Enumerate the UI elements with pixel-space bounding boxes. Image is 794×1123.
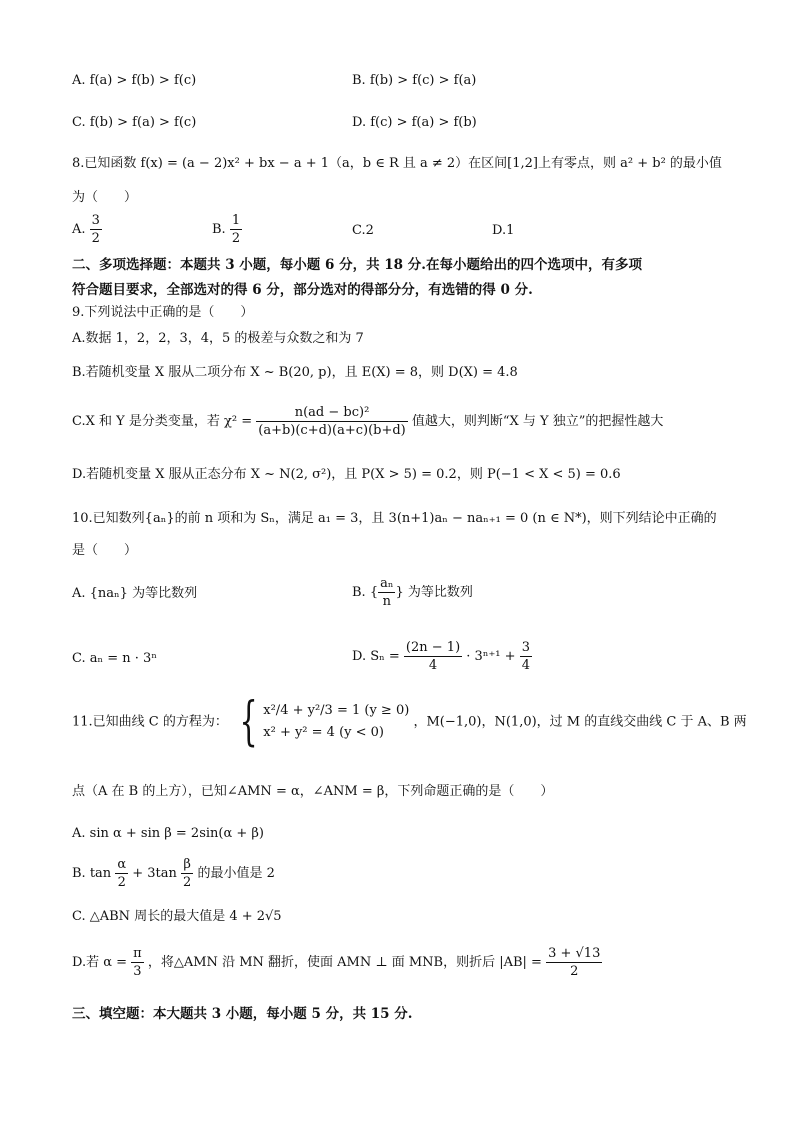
q7-option-c: C. f(b) > f(a) > f(c) bbox=[72, 115, 197, 130]
q8-option-a-fraction bbox=[90, 212, 102, 247]
q9-option-d: D.若随机变量 X 服从正态分布 X ~ N(2, σ²)，且 P(X > 5) = 0.2，则 P(−1 < X < 5) = 0.6 bbox=[72, 467, 621, 482]
q9-option-a: A.数据 1，2，2，3，4，5 的极差与众数之和为 7 bbox=[72, 331, 364, 346]
q10-option-d bbox=[352, 639, 532, 674]
q7-option-b: B. f(b) > f(c) > f(a) bbox=[352, 73, 477, 88]
q11-option-c: C. △ABN 周长的最大值是 4 + 2√5 bbox=[72, 909, 282, 924]
fraction-numerator: 1 bbox=[231, 213, 241, 228]
q9-option-b: B.若随机变量 X 服从二项分布 X ~ B(20, p)，且 E(X) = 8，则 D(X) = 4.8 bbox=[72, 365, 518, 380]
q10-stem-line2: 是（ ） bbox=[72, 543, 138, 558]
q11-option-b-prefix: B. tan bbox=[72, 866, 112, 881]
section3-heading: 三、填空题：本大题共 3 小题，每小题 5 分，共 15 分. bbox=[72, 1006, 413, 1022]
fraction-denominator: 2 bbox=[117, 875, 126, 890]
fraction-numerator: n(ad − bc)² bbox=[256, 404, 408, 422]
q10-option-a: A. {naₙ} 为等比数列 bbox=[72, 586, 198, 601]
q11-option-d bbox=[72, 945, 602, 980]
section2-heading-line2: 符合题目要求，全部选对的得 6 分，部分选对的得部分分，有选错的得 0 分. bbox=[72, 282, 533, 298]
q10-option-d-middle: · 3ⁿ⁺¹ + bbox=[466, 649, 516, 664]
q8-option-a-label: A. bbox=[72, 222, 86, 237]
fraction-numerator: 3 bbox=[521, 640, 530, 655]
q11-stem-line2: 点（A 在 B 的上方），已知∠AMN = α，∠ANM = β，下列命题正确的是（ ） bbox=[72, 784, 554, 799]
q8-option-b bbox=[212, 212, 242, 247]
q10-option-b bbox=[352, 575, 473, 610]
q11-stem-line1 bbox=[72, 692, 747, 752]
fraction-numerator: β bbox=[181, 856, 193, 874]
q10-option-b-suffix: } 为等比数列 bbox=[395, 585, 473, 600]
fraction-denominator: 2 bbox=[91, 231, 100, 246]
q11-stem-suffix: ，M(−1,0)，N(1,0)，过 M 的直线交曲线 C 于 A、B 两 bbox=[413, 714, 747, 730]
fraction-numerator: α bbox=[117, 857, 127, 872]
fraction-denominator: 4 bbox=[428, 658, 438, 673]
system-equation-1: x²/4 + y²/3 = 1 (y ≥ 0) bbox=[263, 703, 410, 718]
fraction-numerator: aₙ bbox=[380, 576, 394, 591]
system-equation-2: x² + y² = 4 (y < 0) bbox=[263, 725, 384, 740]
q11-option-d-prefix: D.若 α = bbox=[72, 955, 128, 970]
q10-option-d-fraction-1 bbox=[404, 639, 462, 674]
q10-option-c: C. aₙ = n · 3ⁿ bbox=[72, 651, 157, 666]
left-brace-icon: { bbox=[239, 692, 258, 752]
fraction-denominator: n bbox=[382, 594, 391, 609]
q10-option-b-prefix: B. { bbox=[352, 585, 379, 600]
q9-option-c-prefix: C.X 和 Y 是分类变量，若 χ² = bbox=[72, 414, 253, 429]
q8-option-b-fraction bbox=[230, 212, 242, 247]
q7-option-d: D. f(c) > f(a) > f(b) bbox=[352, 115, 477, 130]
q8-stem-line2: 为（ ） bbox=[72, 190, 138, 205]
q10-option-d-fraction-2 bbox=[520, 639, 532, 674]
q10-option-b-fraction bbox=[378, 575, 395, 610]
section2-heading-line1: 二、多项选择题：本题共 3 小题，每小题 6 分，共 18 分.在每小题给出的四个选项中，有多项 bbox=[72, 257, 642, 273]
q8-option-c: C.2 bbox=[352, 223, 374, 238]
q9-stem: 9.下列说法中正确的是（ ） bbox=[72, 305, 254, 320]
q11-option-b bbox=[72, 856, 275, 891]
q8-stem-line1: 8.已知函数 f(x) = (a − 2)x² + bx − a + 1（a，b ∈ R 且 a ≠ 2）在区间[1,2]上有零点，则 a² + b² 的最小值 bbox=[72, 156, 722, 171]
fraction-denominator: 4 bbox=[521, 658, 530, 673]
q11-option-d-middle: ，将△AMN 沿 MN 翻折，使面 AMN ⊥ 面 MNB，则折后 |AB| = bbox=[147, 955, 542, 970]
q9-option-c bbox=[72, 404, 663, 439]
q9-option-c-suffix: 值越大，则判断“X 与 Y 独立”的把握性越大 bbox=[411, 414, 664, 429]
piecewise-system bbox=[263, 700, 409, 744]
q11-stem-prefix: 11.已知曲线 C 的方程为： bbox=[72, 714, 228, 730]
fraction-denominator: 2 bbox=[231, 231, 241, 246]
chi-square-fraction bbox=[256, 404, 408, 439]
q11-option-b-fraction-2 bbox=[181, 856, 193, 891]
fraction-denominator: 2 bbox=[570, 964, 579, 979]
fraction-denominator: 3 bbox=[133, 964, 142, 979]
fraction-denominator: 2 bbox=[183, 875, 192, 890]
q8-option-a bbox=[72, 212, 102, 247]
fraction-numerator: 3 bbox=[91, 213, 100, 228]
q7-option-a: A. f(a) > f(b) > f(c) bbox=[72, 73, 197, 88]
q11-option-a: A. sin α + sin β = 2sin(α + β) bbox=[72, 826, 264, 841]
q10-option-d-prefix: D. Sₙ = bbox=[352, 649, 400, 664]
q8-option-b-label: B. bbox=[212, 222, 226, 237]
fraction-numerator: (2n − 1) bbox=[405, 640, 461, 655]
q11-option-b-suffix: 的最小值是 2 bbox=[197, 866, 275, 881]
q11-option-b-middle: + 3tan bbox=[132, 866, 177, 881]
q11-option-b-fraction-1 bbox=[115, 856, 128, 891]
q10-stem-line1: 10.已知数列{aₙ}的前 n 项和为 Sₙ，满足 a₁ = 3，且 3(n+1)aₙ − naₙ₊₁ = 0 (n ∈ N*)，则下列结论中正确的 bbox=[72, 511, 717, 526]
fraction-numerator: 3 + √13 bbox=[548, 946, 601, 961]
q11-option-d-fraction-2 bbox=[546, 945, 602, 980]
q11-option-d-fraction-1 bbox=[131, 945, 144, 980]
q8-option-d: D.1 bbox=[492, 223, 515, 238]
fraction-numerator: π bbox=[133, 946, 142, 961]
fraction-denominator: (a+b)(c+d)(a+c)(b+d) bbox=[258, 423, 406, 438]
